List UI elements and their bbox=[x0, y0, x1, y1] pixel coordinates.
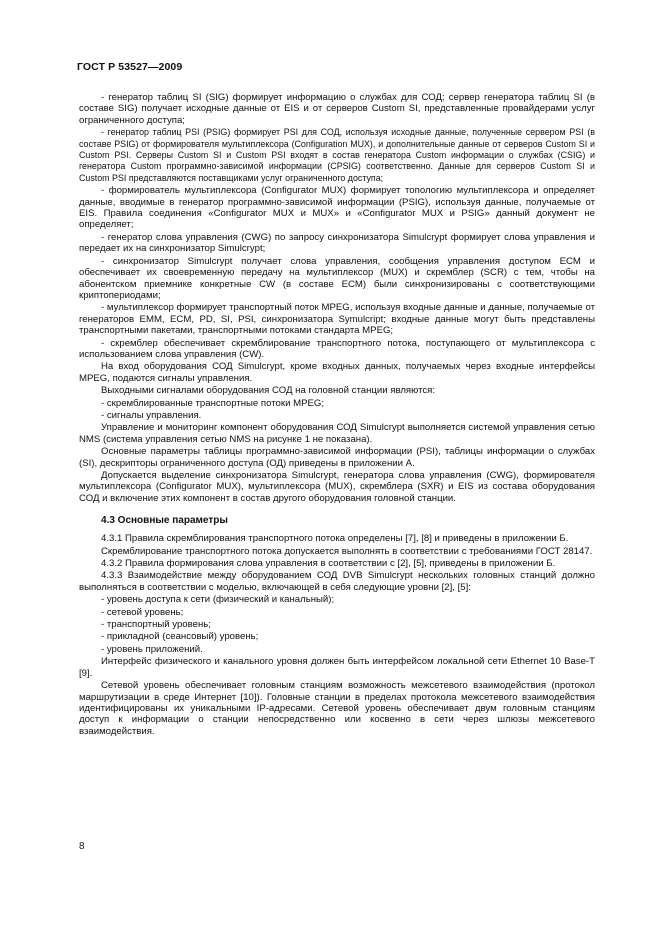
list-item-session-level: - прикладной (сеансовый) уровень; bbox=[101, 631, 259, 643]
paragraph-psi-si-params: Основные параметры таблицы программно-зависимой информации (PSI), таблицы информации о службах (SI), дескрипторы ограниченного доступа (ОД) приведены в приложении А. bbox=[79, 446, 595, 469]
list-item-control-signals: - сигналы управления. bbox=[101, 409, 202, 421]
document-header: ГОСТ Р 53527—2009 bbox=[77, 61, 183, 73]
paragraph-cwg: - генератор слова управления (CWG) по запросу синхронизатора Simulcrypt формирует слова управления и передает их на синхронизатор Simulcrypt; bbox=[79, 231, 595, 255]
section-title: 4.3 Основные параметры bbox=[101, 515, 228, 527]
paragraph-inputs: На вход оборудования СОД Simulcrypt, кроме входных данных, получаемых через входные интерфейсы MPEG, подаются сигналы управления. bbox=[79, 361, 595, 384]
paragraph-ethernet: Интерфейс физического и канального уровня должен быть интерфейсом локальной сети Ethernet 10 Base-T [9]. bbox=[79, 656, 595, 679]
list-item-application-level: - уровень приложений. bbox=[101, 643, 203, 655]
paragraph-configurator-mux: - формирователь мультиплексора (Configurator MUX) формирует топологию мультиплексора и определяет данные, вводимые в генератор программно-зависимой информации (PSIG), используя данные, получаемые от EIS. Правила соединения «Configurator MUX и MUX» и «Configurator MUX и PSIG» данный документ не определяет; bbox=[79, 185, 595, 231]
paragraph-4-3-3: 4.3.3 Взаимодействие между оборудованием СОД DVB Simulcrypt нескольких головных станций должно выполняться в соответствии с моделью, включающей в себя следующие уровни [2], [5]: bbox=[79, 570, 595, 593]
paragraph-multiplexer: - мультиплексор формирует транспортный поток MPEG, используя входные данные и данные, получаемые от генераторов EMM, ECM, PD, SI, PSI, синхронизатора Symulcript; входные данные могут быть представлены транспортными пакетами, транспортными потоками стандарта MPEG; bbox=[79, 302, 595, 337]
page-number: 8 bbox=[79, 841, 85, 852]
paragraph-4-3-1: 4.3.1 Правила скремблирования транспортного потока определены [7], [8] и приведены в приложении Б. bbox=[101, 533, 569, 545]
paragraph-sig: - генератор таблиц SI (SIG) формирует информацию о службах для СОД; сервер генератора таблиц SI (в составе SIG) получает исходные данные от EIS и от серверов Custom SI, представленные провайдерами услуг ограниченного доступа; bbox=[79, 92, 595, 126]
list-item-network-level: - сетевой уровень; bbox=[101, 606, 184, 618]
paragraph-synchronizer: - синхронизатор Simulcrypt получает слова управления, сообщения управления доступом ECM и обеспечивает их своевременную передачу на мультиплексор (MUX) и скремблер (SCR) с тем, чтобы на абонентском приемнике конкретные CW (в составе ECM) были синхронизированы с соответствующими криптопериодами; bbox=[79, 255, 595, 301]
paragraph-separation: Допускается выделение синхронизатора Simulcrypt, генератора слова управления (CWG), формирователя мультиплексора (Configurator MUX), мультиплексора (MUX), скремблера (SXR) и EIS из состава оборудования СОД и включение этих компонент в состав другого оборудования головной станции. bbox=[79, 470, 595, 504]
list-item-access-level: - уровень доступа к сети (физический и канальный); bbox=[101, 594, 335, 606]
paragraph-outputs-intro: Выходными сигналами оборудования СОД на головной станции являются: bbox=[101, 385, 436, 397]
paragraph-gost-28147: Скремблирование транспортного потока допускается выполнять в соответствии с требованиями ГОСТ 28147. bbox=[101, 545, 593, 557]
paragraph-scrambler: - скремблер обеспечивает скремблирование транспортного потока, поступающего от мультиплексора с использованием слова управления (CW). bbox=[79, 337, 595, 360]
document-body bbox=[79, 92, 595, 738]
paragraph-nms: Управление и мониторинг компонент оборудования СОД Simulcrypt выполняется системой управления сетью NMS (система управления сетью NMS на рисунке 1 не показана). bbox=[79, 422, 595, 445]
list-item-transport-level: - транспортный уровень; bbox=[101, 619, 211, 631]
paragraph-psig: - генератор таблиц PSI (PSIG) формирует PSI для СОД, используя исходные данные, полученные сервером PSI (в составе PSIG) от формирователя мультиплексора (Configuration MUX), и дополнительные данные от серверов Custom SI и Custom PSI. Серверы Custom SI и Custom PSI входят в состав генератора Custom информации о службах (CSIG) и генератора Custom программно-зависимой информации (CPSIG) соответственно. Данные для серверов Custom SI и Custom PSI представляются поставщиками услуг ограниченного доступа; bbox=[79, 127, 595, 183]
list-item-scrambled-streams: - скремблированные транспортные потоки MPEG; bbox=[101, 397, 325, 409]
paragraph-network-level: Сетевой уровень обеспечивает головным станциям возможность межсетевого взаимодействия (протокол маршрутизации в среде Интернет [10]). Головные станции в пределах протокола межсетевого взаимодействия идентифицированы их уникальными IP-адресами. Сетевой уровень обеспечивает двум головным станциям доступ к информации о станции непосредственно или косвенно в сети через шлюзы межсетевого взаимодействия. bbox=[79, 680, 595, 737]
paragraph-4-3-2: 4.3.2 Правила формирования слова управления в соответствии с [2], [5], приведены в приложении Б. bbox=[101, 558, 556, 570]
